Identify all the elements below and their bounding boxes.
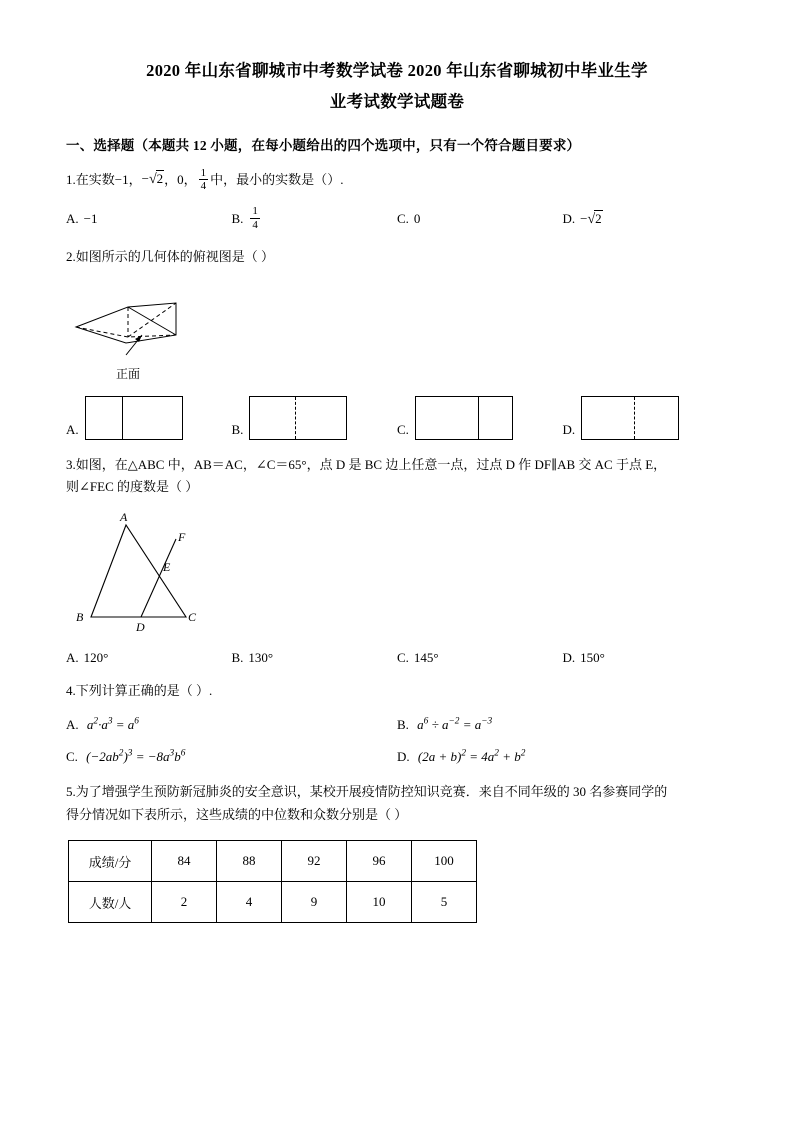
- svg-text:A: A: [120, 510, 128, 525]
- question-3-option-d-value: 150°: [580, 650, 605, 666]
- question-4-option-d[interactable]: [397, 749, 728, 765]
- question-1-option-b-num: 1: [252, 205, 258, 218]
- question-1-fraction-denominator: 4: [200, 180, 207, 192]
- table-row: [69, 882, 477, 923]
- question-3-option-c-label: C.: [397, 650, 409, 666]
- table-cell-score-1: 84: [152, 841, 217, 882]
- table-row-header-score: 成绩/分: [69, 841, 152, 882]
- question-3-option-d-label: D.: [562, 650, 576, 666]
- question-3-options: [66, 650, 728, 666]
- question-2-option-b-shape: [249, 396, 347, 440]
- question-4-option-b-value: $a^6 \div a^{-2} = a^{-3}$: [417, 716, 493, 732]
- question-1-sqrt2: −√2: [141, 171, 164, 188]
- divider-line: [122, 397, 123, 439]
- question-5-stem: [66, 781, 728, 804]
- question-1-option-a-label: A.: [66, 211, 79, 227]
- question-1-text-b: ，: [128, 171, 142, 187]
- question-1-options: [66, 206, 728, 232]
- question-4-option-b[interactable]: [397, 717, 728, 733]
- question-4-number: 4.: [66, 683, 76, 699]
- solid-shape-svg: [66, 279, 266, 364]
- question-2-option-b-label: B.: [231, 421, 244, 437]
- question-1-option-d[interactable]: [563, 206, 729, 232]
- question-1-text-e: ）.: [327, 171, 344, 187]
- question-2-option-d-label: D.: [562, 421, 576, 437]
- question-3-option-a-label: A.: [66, 650, 79, 666]
- question-3-figure: [66, 509, 728, 644]
- page-title: [66, 55, 728, 118]
- question-3-text-line-2: 则∠FEC 的度数是（ ）: [66, 479, 199, 495]
- question-2-option-c-label: C.: [397, 421, 409, 437]
- section-heading: 一、选择题（本题共 12 小题，在每小题给出的四个选项中，只有一个符合题目要求）: [66, 137, 581, 153]
- question-1-value-minus-one: −1: [114, 171, 129, 187]
- question-3-option-b-label: B.: [231, 650, 244, 666]
- question-5-table: [68, 840, 477, 923]
- question-2-text: 如图所示的几何体的俯视图是（ ）: [75, 248, 275, 264]
- question-4-option-a-label: A.: [66, 716, 79, 732]
- question-1-option-a-value: −1: [83, 211, 98, 227]
- question-1-text-c: ，0，: [164, 171, 197, 187]
- question-4-option-d-label: D.: [397, 748, 410, 764]
- question-5-number: 5.: [66, 783, 76, 799]
- question-1-option-b[interactable]: [232, 206, 398, 232]
- question-3-option-d[interactable]: [563, 650, 729, 666]
- question-1-text-d: 中，最小的实数是（: [210, 171, 328, 187]
- question-3-text-line-1: 如图，在△ABC 中，AB＝AC，∠C＝65°，点 D 是 BC 边上任意一点，过点 D 作 DF∥AB 交 AC 于点 E，: [75, 456, 667, 472]
- table-cell-score-2: 88: [217, 841, 282, 882]
- question-4-option-a-value: $a^2\cdot a^3 = a^6$: [86, 716, 139, 732]
- table-row: [69, 841, 477, 882]
- question-1-option-c-label: C.: [397, 211, 409, 227]
- question-3-option-c-value: 145°: [413, 650, 439, 666]
- question-4-stem: [66, 680, 728, 703]
- question-5-text-line-1: 为了增强学生预防新冠肺炎的安全意识，某校开展疫情防控知识竞赛．来自不同年级的 30 名参赛同学的: [75, 783, 668, 799]
- question-3-option-b-value: 130°: [248, 650, 274, 666]
- question-1-number: 1.: [66, 171, 76, 187]
- question-2-option-d[interactable]: [563, 396, 729, 440]
- svg-text:F: F: [178, 530, 186, 545]
- triangle-figure-svg: [66, 509, 296, 639]
- question-5-text-line-2: 得分情况如下表所示，这些成绩的中位数和众数分别是（ ）: [66, 806, 408, 822]
- divider-line: [295, 397, 296, 439]
- svg-text:E: E: [163, 560, 171, 575]
- question-2-stem: [66, 246, 728, 269]
- question-3-option-c[interactable]: [397, 650, 563, 666]
- document-content: [66, 55, 728, 923]
- divider-line: [634, 397, 635, 439]
- question-1-text-a: 在实数: [75, 171, 115, 187]
- question-2-option-a-label: A.: [66, 421, 79, 437]
- question-4-option-d-value: $(2a + b)^2 = 4a^2 + b^2$: [417, 748, 526, 764]
- table-cell-count-1: 2: [152, 882, 217, 923]
- question-2-option-a[interactable]: [66, 396, 232, 440]
- question-2-figure-label: 正面: [116, 366, 141, 381]
- question-1-option-c-value: 0: [413, 211, 421, 227]
- question-2-option-b[interactable]: [232, 396, 398, 440]
- svg-text:B: B: [76, 610, 84, 625]
- question-1-option-d-sqrt: −√2: [580, 210, 602, 227]
- table-cell-score-3: 92: [282, 841, 347, 882]
- question-2-options: [66, 396, 728, 440]
- question-2-option-a-shape: [85, 396, 183, 440]
- question-1-option-b-label: B.: [231, 211, 244, 227]
- divider-line: [478, 397, 479, 439]
- question-1-stem: [66, 168, 728, 194]
- question-3-option-a[interactable]: [66, 650, 232, 666]
- question-4-option-c-label: C.: [66, 748, 78, 764]
- question-4-option-a[interactable]: [66, 717, 397, 733]
- question-2-option-c-shape: [415, 396, 513, 440]
- table-cell-count-4: 10: [347, 882, 412, 923]
- table-cell-score-4: 96: [347, 841, 412, 882]
- page-title-line-2: 业考试数学试题卷: [329, 92, 465, 112]
- page-title-line-1: 2020 年山东省聊城市中考数学试卷 2020 年山东省聊城初中毕业生学: [146, 61, 648, 80]
- question-2-option-c[interactable]: [397, 396, 563, 440]
- question-4-text: 下列计算正确的是（ ）.: [75, 683, 213, 699]
- question-4-option-b-label: B.: [397, 716, 409, 732]
- svg-text:D: D: [136, 620, 145, 635]
- question-2-option-d-shape: [581, 396, 679, 440]
- svg-text:C: C: [188, 610, 197, 625]
- question-2-figure: [66, 279, 728, 382]
- question-3-number: 3.: [66, 456, 76, 472]
- question-1-option-d-label: D.: [562, 211, 576, 227]
- question-4-option-c[interactable]: [66, 749, 397, 765]
- table-cell-count-3: 9: [282, 882, 347, 923]
- question-1-option-b-fraction: [250, 205, 260, 231]
- question-2-number: 2.: [66, 248, 76, 264]
- question-1-fraction-numerator: 1: [200, 166, 207, 179]
- question-1-option-c[interactable]: [397, 206, 563, 232]
- question-4-option-c-value: $(-2ab^2)^3 = -8a^3b^6$: [86, 748, 186, 764]
- question-4-options: [66, 717, 728, 765]
- table-cell-count-2: 4: [217, 882, 282, 923]
- question-3-stem: [66, 454, 728, 477]
- table-row-header-count: 人数/人: [69, 882, 152, 923]
- question-1-fraction: [199, 167, 209, 193]
- question-3-option-b[interactable]: [232, 650, 398, 666]
- question-1-option-b-den: 4: [252, 218, 258, 231]
- table-cell-score-5: 100: [412, 841, 477, 882]
- table-cell-count-5: 5: [412, 882, 477, 923]
- question-3-option-a-value: 120°: [83, 650, 109, 666]
- question-1-option-a[interactable]: [66, 206, 232, 232]
